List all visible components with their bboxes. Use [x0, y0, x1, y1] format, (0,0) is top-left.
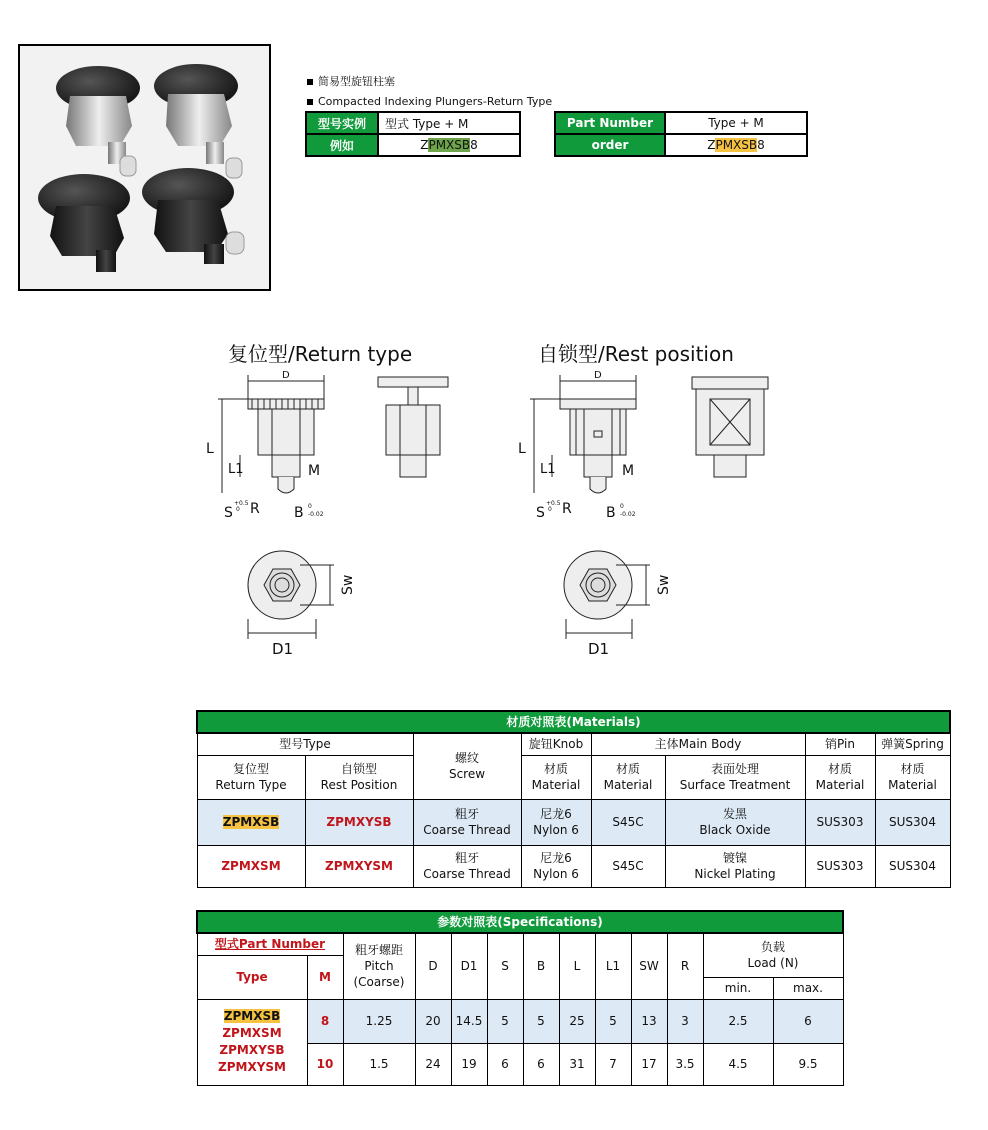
dim-m: M — [308, 463, 321, 479]
table-row: ZPMXSM ZPMXYSM 粗牙 Coarse Thread 尼龙6 Nylon 6 S45C 镀镍 Nickel Plating SUS303 SUS304 — [197, 845, 950, 887]
example-value: 型式 Type + M — [378, 112, 520, 134]
svg-text:L: L — [518, 441, 526, 457]
svg-text:D: D — [594, 370, 602, 381]
example-label: 例如 — [306, 134, 378, 156]
svg-text:Sw: Sw — [656, 574, 672, 595]
title-en: Compacted Indexing Plungers-Return Type — [307, 95, 552, 108]
specifications-table: 参数对照表(Specifications) 型式Part Number 粗牙螺距 Pitch (Coarse) D D1 S B L L1 SW R 负载 Load (N) Type M min. max. ZPMXSB ZPMXSM ZPMXYSB ZPMXYSM 8 1.25 20 14.5 5 5 25 5 13 3 2.5 6 10 1.5 24 19 6 6 31 7 17 3.5 4.5 9.5 — [196, 910, 844, 1086]
example-table-cn — [305, 111, 521, 157]
dim-d1: D1 — [272, 640, 294, 658]
dim-sw: Sw — [340, 574, 356, 595]
table-row: 10 1.5 24 19 6 6 31 7 17 3.5 4.5 9.5 — [197, 1043, 843, 1085]
product-photo — [18, 44, 271, 291]
svg-text:0: 0 — [620, 503, 624, 510]
svg-text:0: 0 — [236, 506, 240, 513]
dim-r: R — [250, 501, 260, 517]
svg-text:R: R — [562, 501, 572, 517]
materials-table: 材质对照表(Materials) 型号Type 螺纹 Screw 旋钮Knob 主体Main Body 销Pin 弹簧Spring 复位型 Return Type 自锁型 Rest Position 材质 Material 材质 Material 表面处理 Surface Treatment 材质 Material 材质 Material ZPMXSB ZPMXYSB 粗牙 Coarse Thread 尼龙6 Nylon 6 S45C 发黑 Black Oxide SUS303 SUS304 ZPMXSM ZPMXYSM 粗牙 Coarse Thread 尼龙6 Nylon 6 S45C 镀镍 Nickel Plating SUS303 SUS304 — [196, 710, 951, 888]
dim-l1: L1 — [228, 462, 244, 477]
example-label: 型号实例 — [306, 112, 378, 134]
example-table-en — [554, 111, 808, 157]
example-label: order — [555, 134, 665, 156]
return-type-drawing — [200, 365, 460, 665]
svg-text:0: 0 — [548, 506, 552, 513]
svg-text:L1: L1 — [540, 462, 556, 477]
svg-text:+0.5: +0.5 — [546, 500, 561, 507]
dim-s: S — [224, 505, 233, 521]
example-value: ZPMXSB8 — [378, 134, 520, 156]
rest-position-drawing — [512, 365, 782, 665]
example-label: Part Number — [555, 112, 665, 134]
specifications-title: 参数对照表(Specifications) — [197, 911, 843, 933]
table-row: ZPMXSB ZPMXYSB 粗牙 Coarse Thread 尼龙6 Nylon 6 S45C 发黑 Black Oxide SUS303 SUS304 — [197, 799, 950, 845]
dim-b: B — [294, 505, 304, 521]
table-row: ZPMXSB ZPMXSM ZPMXYSB ZPMXYSM 8 1.25 20 14.5 5 5 25 5 13 3 2.5 6 — [197, 999, 843, 1043]
title-cn: 简易型旋钮柱塞 — [307, 73, 395, 89]
svg-text:B: B — [606, 505, 616, 521]
svg-text:-0.02: -0.02 — [620, 511, 636, 518]
svg-text:-0.02: -0.02 — [308, 511, 324, 518]
dim-d: D — [282, 370, 290, 381]
svg-text:M: M — [622, 463, 635, 479]
materials-title: 材质对照表(Materials) — [197, 711, 950, 733]
svg-text:0: 0 — [308, 503, 312, 510]
rest-position-title: 自锁型/Rest position — [538, 342, 734, 366]
example-value: ZPMXSB8 — [665, 134, 807, 156]
svg-text:+0.5: +0.5 — [234, 500, 249, 507]
svg-text:S: S — [536, 505, 545, 521]
return-type-title: 复位型/Return type — [228, 342, 413, 366]
example-value: Type + M — [665, 112, 807, 134]
dim-l: L — [206, 441, 214, 457]
svg-text:D1: D1 — [588, 640, 610, 658]
